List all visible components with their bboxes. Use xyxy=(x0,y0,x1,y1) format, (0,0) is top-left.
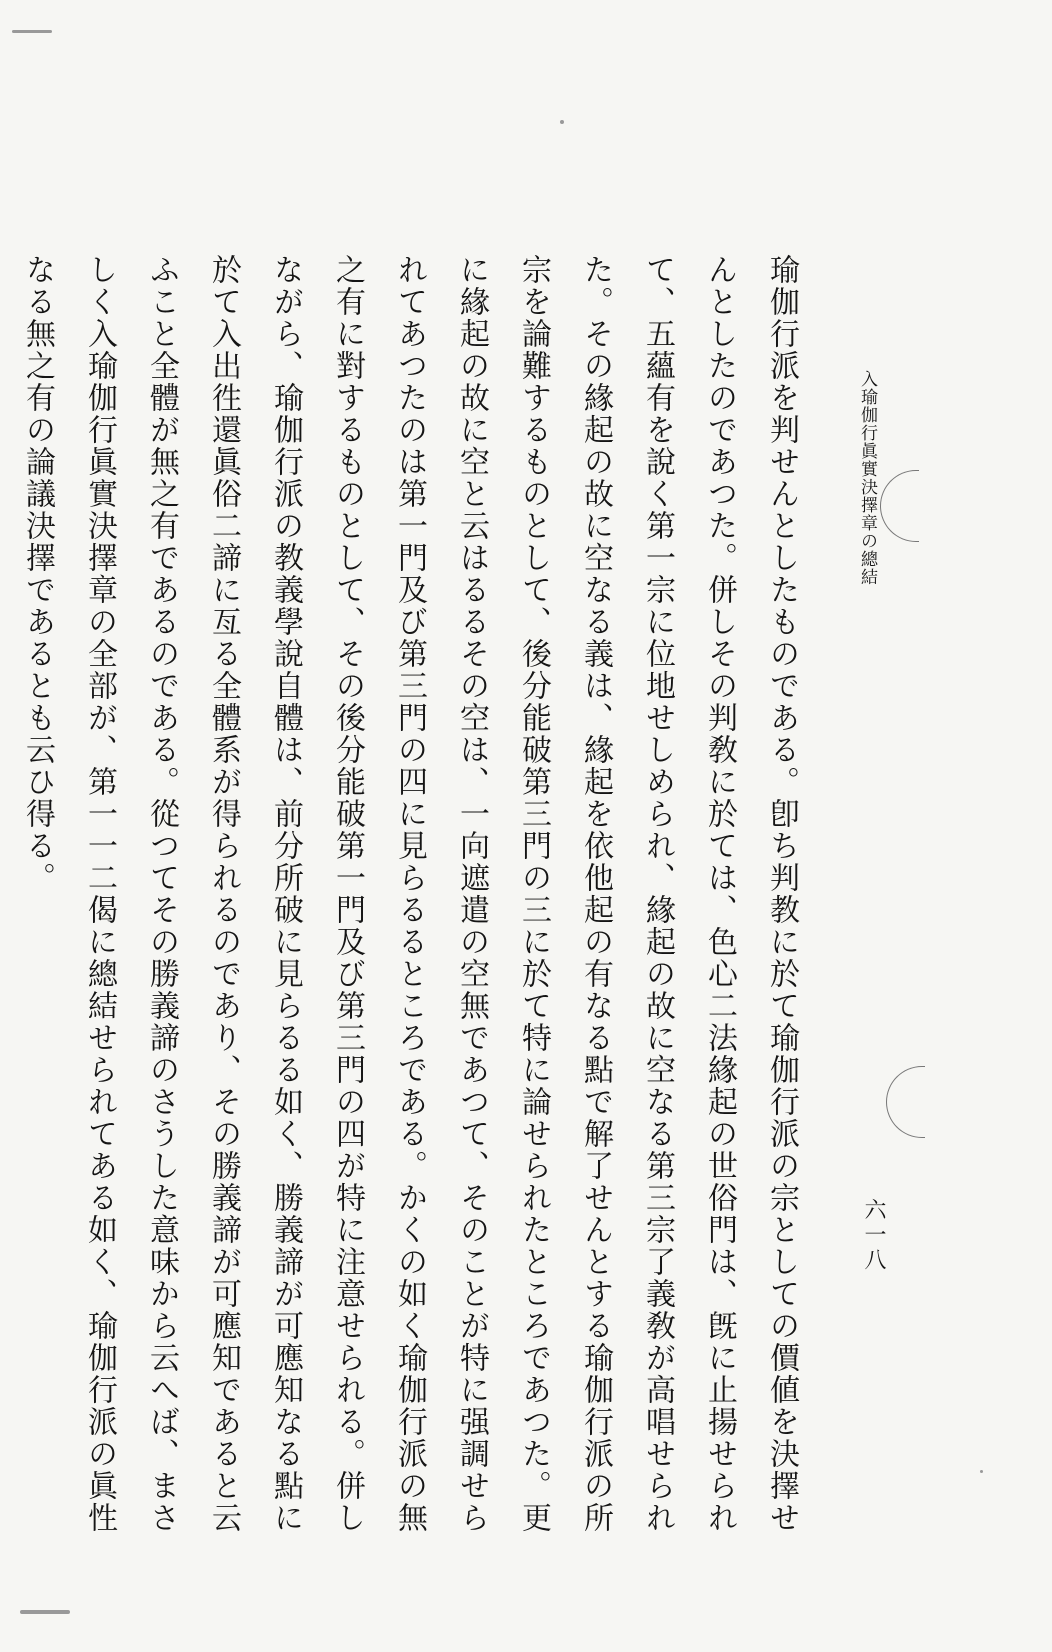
running-header: 入瑜伽行眞實決擇章の總結 xyxy=(857,370,877,586)
scan-speck xyxy=(980,1470,983,1473)
paragraph: 瑜伽行派を判せんとしたものである。卽ち判教に於て瑜伽行派の宗としての價値を決擇せんとしたのであつた。併しその判敎に於ては、色心二法緣起の世俗門は、旣に止揚せられて、五蘊有を說く第一宗に位地せしめられ、緣起の故に空なる第三宗了義敎が高唱せられた。その緣起の故に空なる義は、緣起を依他起の有なる點で解了せんとする瑜伽行派の所宗を論難するものとして、後分能破第三門の三に於て特に論せられたところであつた。更に緣起の故に空と云はるるその空は、一向遮遣の空無であつて、そのことが特に强調せられてあつたのは第一門及び第三門の四に見らるるところである。かくの如く瑜伽行派の無之有に對するものとして、その後分能破第一門及び第三門の四が特に注意せられる。併しながら、瑜伽行派の教義學說自體は、前分所破に見らるる如く、勝義諦が可應知なる點に於て入出徃還眞俗二諦に亙る全體系が得られるのであり、その勝義諦が可應知であると云ふこと全體が無之有であるのである。從つてその勝義諦のさうした意味から云へば、まさしく入瑜伽行眞實決擇章の全部が、第一一二偈に總結せられてある如く、瑜伽行派の眞性なる無之有の論議決擇であるとも云ひ得る。 xyxy=(20,254,799,1534)
scan-speck xyxy=(12,30,52,33)
page-number: 六一八 xyxy=(861,1198,886,1273)
binding-hole-mark xyxy=(886,1066,925,1138)
binding-hole-mark xyxy=(880,470,919,542)
body-text xyxy=(20,254,812,1544)
paragraph xyxy=(0,254,6,1544)
scan-speck xyxy=(20,1610,70,1614)
scan-speck xyxy=(560,120,564,124)
